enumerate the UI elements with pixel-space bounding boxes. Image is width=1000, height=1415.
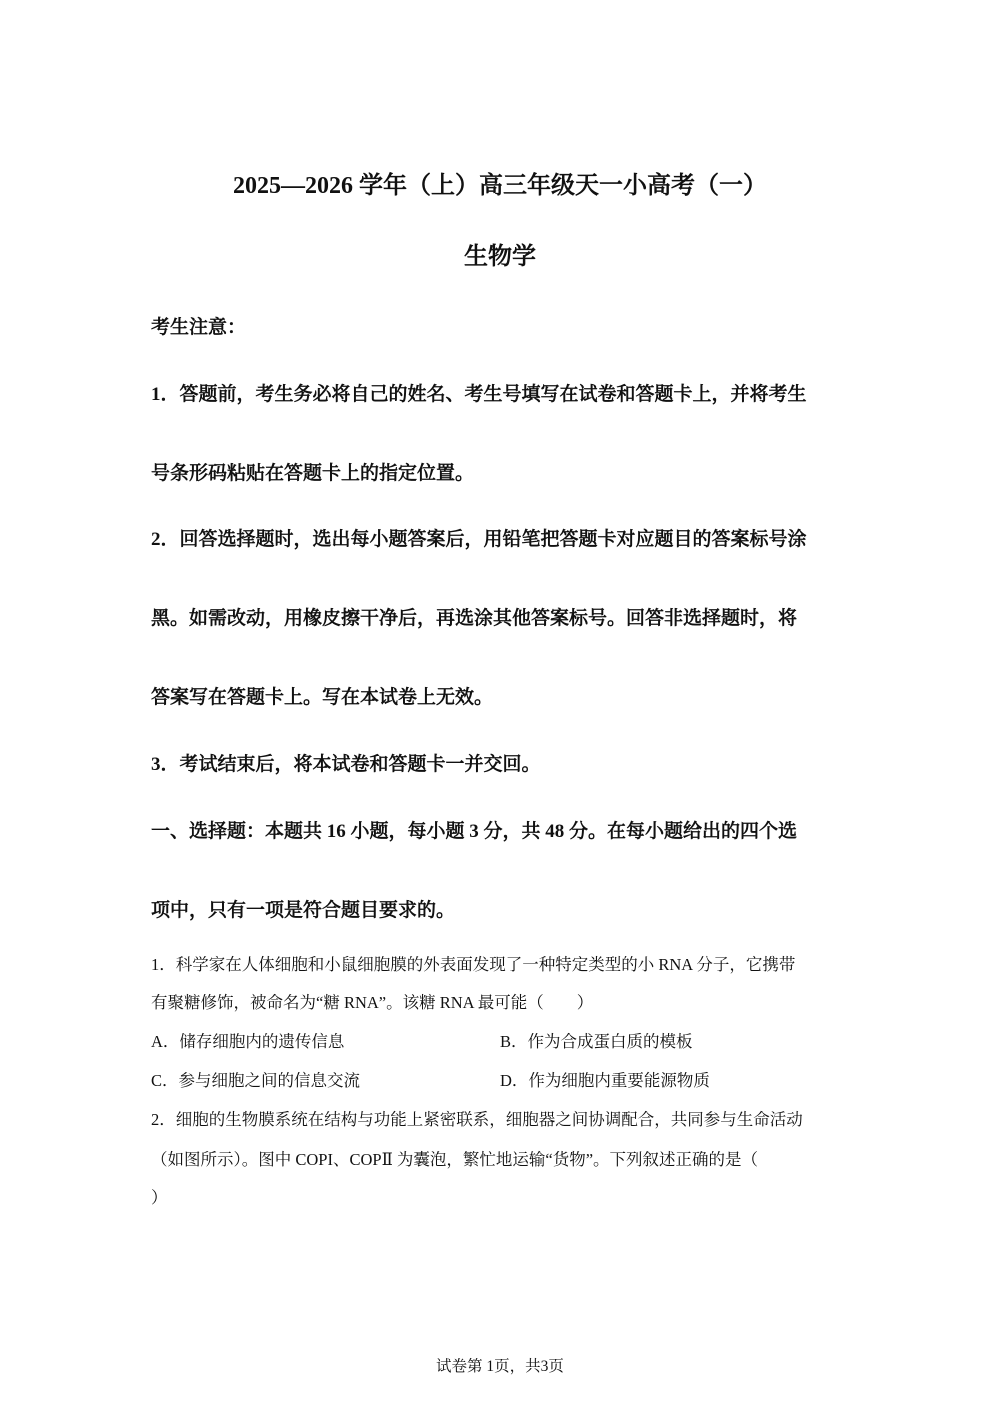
question-2-stem-line-3: ） <box>151 1188 168 1207</box>
notice-item-3: 3．考试结束后，将本试卷和答题卡一并交回。 <box>151 754 541 775</box>
page-footer: 试卷第 1页，共3页 <box>436 1358 564 1375</box>
question-2-stem-line-1: 2．细胞的生物膜系统在结构与功能上紧密联系，细胞器之间协调配合，共同参与生命活动 <box>151 1110 803 1129</box>
section-1-instructions-line-2: 项中，只有一项是符合题目要求的。 <box>151 900 456 921</box>
question-1-option-c: C．参与细胞之间的信息交流 <box>151 1071 361 1090</box>
notice-item-2-line-2: 黑。如需改动，用橡皮擦干净后，再选涂其他答案标号。回答非选择题时，将 <box>151 608 798 629</box>
notice-item-1-line-2: 号条形码粘贴在答题卡上的指定位置。 <box>151 463 475 484</box>
question-1-option-b: B．作为合成蛋白质的模板 <box>500 1032 693 1051</box>
question-1-option-d: D．作为细胞内重要能源物质 <box>500 1071 710 1090</box>
section-1-instructions-line-1: 一、选择题：本题共 16 小题，每小题 3 分，共 48 分。在每小题给出的四个选 <box>151 821 798 842</box>
subject-title: 生物学 <box>464 244 536 270</box>
question-1-stem-line-2: 有聚糖修饰，被命名为“糖 RNA”。该糖 RNA 最可能（ ） <box>151 993 594 1012</box>
question-2-stem-line-2: （如图所示）。图中 COPI、COPⅡ 为囊泡，繁忙地运输“货物”。下列叙述正确的是（ <box>151 1150 759 1169</box>
question-1-option-a: A．储存细胞内的遗传信息 <box>151 1032 345 1051</box>
exam-title: 2025—2026 学年（上）高三年级天一小高考（一） <box>233 173 767 199</box>
notice-item-2-line-3: 答案写在答题卡上。写在本试卷上无效。 <box>151 687 494 708</box>
question-1-stem-line-1: 1．科学家在人体细胞和小鼠细胞膜的外表面发现了一种特定类型的小 RNA 分子，它携带 <box>151 955 796 974</box>
notice-item-2-line-1: 2．回答选择题时，选出每小题答案后，用铅笔把答题卡对应题目的答案标号涂 <box>151 529 807 550</box>
notice-item-1-line-1: 1．答题前，考生务必将自己的姓名、考生号填写在试卷和答题卡上，并将考生 <box>151 384 807 405</box>
notice-heading: 考生注意： <box>151 317 247 338</box>
